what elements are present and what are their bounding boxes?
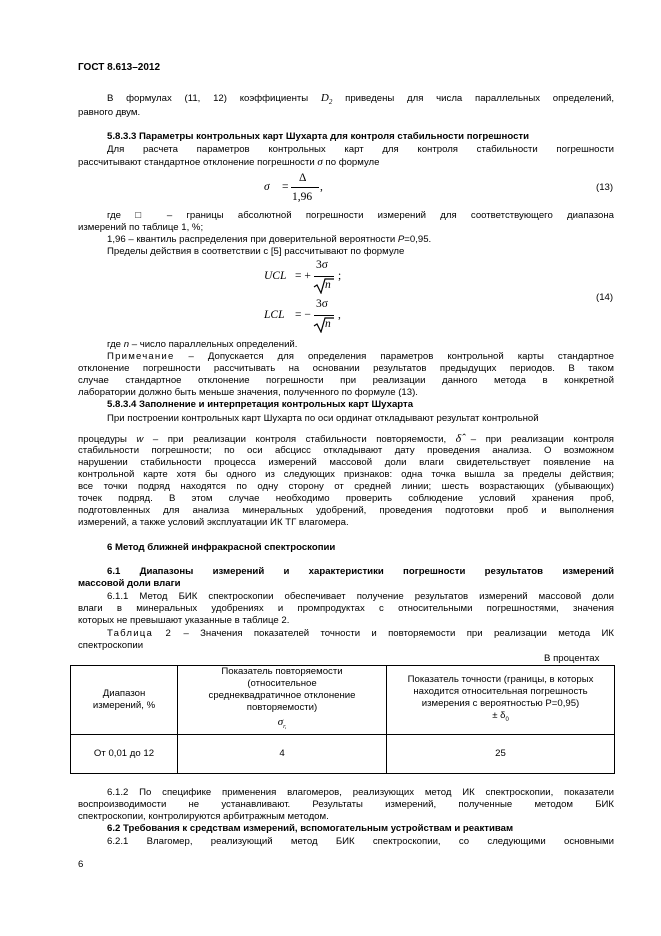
table-2-caption-line-2: спектроскопии [78,640,144,651]
para-612-line-2: воспроизводимости не устанавливают. Результаты измерений, полученные методом БИК [78,799,614,810]
page-number: 6 [78,859,84,870]
intro-line-1: В формулах (11, 12) коэффициенты $D_2$ приведены для числа параллельных определений, [107,92,614,107]
section-5833-heading: 5.8.3.3 Параметры контрольных карт Шухарта для контроля стабильности погрешности [107,131,530,142]
para-611-line-3: которых не превышают указанные в таблице 2. [78,615,290,626]
note-line-4: лаборатории должно быть меньше значения, полученного по формуле (13). [78,387,418,398]
para-611-line-2: влаги в минеральных удобрениях и промпродуктах с относительными погрешностями, значения [78,603,614,614]
section-5834-line-3: стабильности погрешности; по оси абсцисс откладывают дату проведения анализа. О возможном [78,445,614,456]
section-5834-heading: 5.8.3.4 Заполнение и интерпретация контрольных карт Шухарта [107,399,414,410]
delta-hat-symbol: δ̂ [455,431,462,445]
section-62-heading: 6.2 Требования к средствам измерений, вспомогательным устройствам и реактивам [107,823,514,834]
para-621-line-1: 6.2.1 Влагомер, реализующий метод БИК спектроскопии, со следующими основными [107,836,614,847]
cell-accuracy: 25 [387,735,615,774]
section-5834-line-7: точек подряд. В этом случае необходимо проверить соблюдение условий хранения проб, [78,493,614,504]
section-5834-line-1: При построении контрольных карт Шухарта по оси ординат откладывают результат контрольной [107,413,539,424]
lcl-eq: = − [295,309,311,321]
note-line-1: Примечание – Допускается для определения параметров контрольной карты стандартное [107,351,615,362]
header-range: Диапазон измерений, % [71,666,178,735]
lcl-denominator: n [325,318,331,330]
cell-repeatability: 4 [178,735,387,774]
section-5834-line-9: измерений, а также условий эксплуатации ИК ТГ влагомера. [78,517,349,528]
ucl-end: ; [338,270,342,282]
ucl-eq: = + [295,270,311,282]
note-line-2: отклонение погрешности рассчитывать на основании результатов предыдущих периодов. В таком [78,363,614,374]
formula-13-denominator: 1,96 [292,191,313,203]
lcl-label: LCL [264,309,285,321]
section-5834-line-6: все точки подряд находятся по одну сторону от средней линии; шесть возрастающих (убывающих) [78,481,614,492]
ucl-fraction-bar [314,276,334,277]
formula-13-eq: = [282,181,289,193]
formula-13-numerator: Δ [299,172,307,184]
formula-13-label: (13) [596,182,614,193]
para-612-line-1: 6.1.2 По специфике применения влагомеров, реализующих метод ИК спектроскопии, показатели [107,787,614,798]
formula-13-comma: , [320,181,323,193]
para-612-line-3: спектроскопии, контролируются арбитражным методом. [78,811,329,822]
intro-line-2: равного двум. [78,107,141,118]
formula-14-label: (14) [596,292,614,303]
section-5834-line-8: подготовленных для анализа минеральных удобрений, проведения подготовки проб и выполнения [78,505,614,516]
fraction-bar [291,187,319,188]
section-5834-line-5: контрольной карте хотя бы одного из следующих признаков: одна точка вышла за пределы действия; [78,469,614,480]
section-61-heading-line-2: массовой доли влаги [78,578,181,589]
where-delta-line-2: измерений по таблице 1, %; [78,222,204,233]
where-n-line: где n – число параллельных определений. [107,339,298,350]
section-5834-line-2: процедуры w – при реализации контроля стабильности повторяемости, δ̂ – при реализации контроля [78,431,614,445]
section-5834-line-4: нарушении стабильности процесса измерений массовой доли влаги свидетельствует появление на [78,457,614,468]
lcl-sqrt-icon [313,317,335,333]
note-line-3: случае стандартное отклонение погрешности при реализации данного метода в конкретной [78,375,614,386]
limits-line: Пределы действия в соответствии с [5] рассчитывают по формуле [107,246,405,257]
formula-13-lhs: σ [264,181,270,193]
where-delta-line-1: где □ – границы абсолютной погрешности измерений для соответствующего диапазона [107,210,614,221]
table-2-caption-line-1: Таблица 2 – Значения показателей точности и повторяемости при реализации метода ИК [107,628,614,639]
table-2 [70,665,615,774]
document-header: ГОСТ 8.613–2012 [78,62,161,73]
table-header-row [71,666,615,735]
lcl-numerator: 3σ [316,298,328,310]
cell-range: От 0,01 до 12 [71,735,178,774]
units-label: В процентах [544,653,600,664]
lcl-fraction-bar [314,315,334,316]
ucl-sqrt-icon [313,278,335,294]
section-5833-para-2: рассчитывают стандартное отклонение погрешности σ по формуле [78,156,380,168]
lcl-end: , [338,309,341,321]
section-6-heading: 6 Метод ближней инфракрасной спектроскопии [107,542,336,553]
ucl-denominator: n [325,279,331,291]
header-accuracy: Показатель точности (границы, в которых находится относительная погрешность измерения с вероятностью P=0,95) ± $\delta_0$ [387,666,615,735]
para-611-line-1: 6.1.1 Метод БИК спектроскопии обеспечивает получение результатов измерений массовой доли [107,591,614,602]
quantile-line: 1,96 – квантиль распределения при доверительной вероятности P=0,95. [107,234,432,245]
d2-symbol: $D_2$ [320,92,333,107]
table-row [71,735,615,774]
ucl-numerator: 3σ [316,259,328,271]
section-61-heading-line-1: 6.1 Диапазоны измерений и характеристики погрешности результатов измерений [107,566,614,577]
ucl-label: UCL [264,270,287,282]
header-repeatability: Показатель повторяемости (относительное среднеквадратичное отклонение повторяемости) $\sigma_{r,}$ [178,666,387,735]
section-5833-para-1: Для расчета параметров контрольных карт для контроля стабильности погрешности [107,144,614,155]
